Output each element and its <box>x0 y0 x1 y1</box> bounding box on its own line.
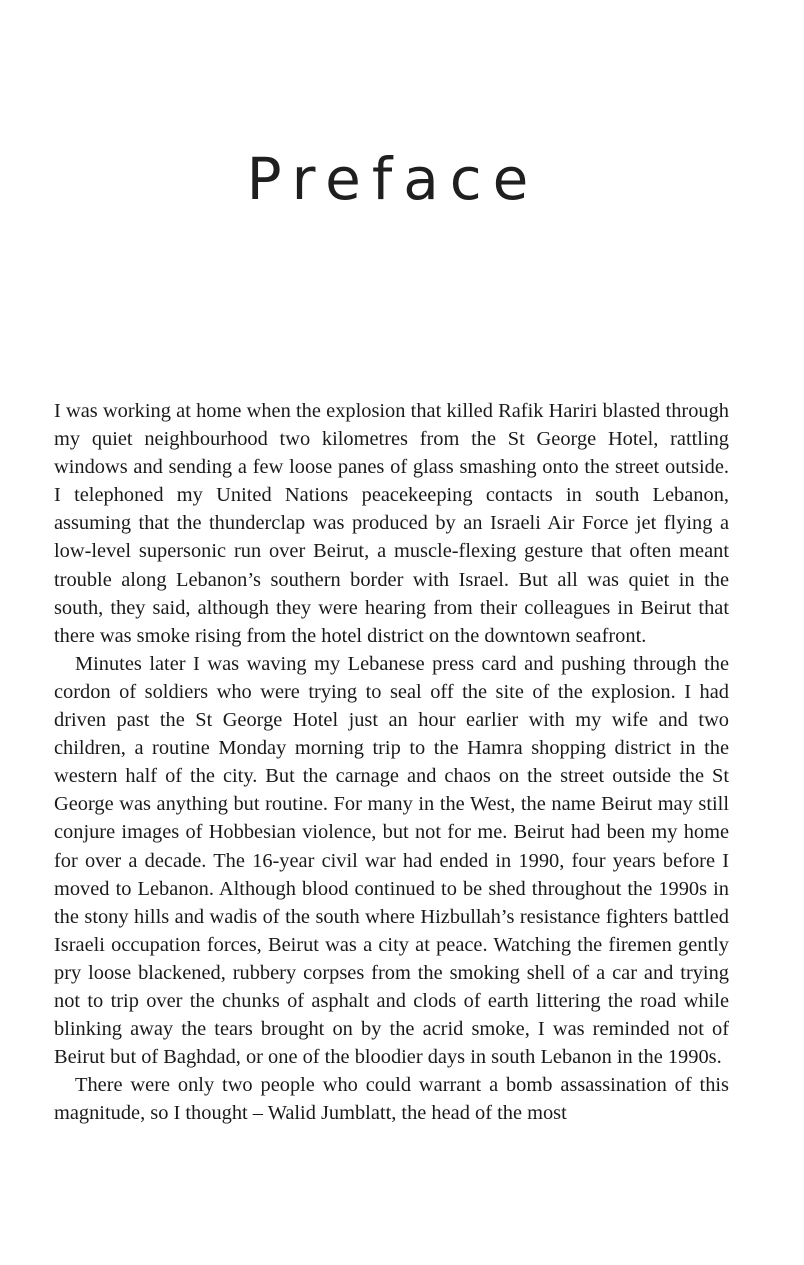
paragraph-3: There were only two people who could warrant a bomb assassination of this magnitude, so I thought – Walid Jumblatt, the head of the most <box>54 1074 729 1125</box>
paragraph-1: I was working at home when the explosion that killed Rafik Hariri blasted through my quiet neighbourhood two kilometres from the St George Hotel, rattling windows and sending a few loose panes of glass smashing onto the street outside. I telephoned my United Nations peacekeeping contacts in south Lebanon, assuming that the thunderclap was produced by an Israeli Air Force jet flying a low-level supersonic run over Beirut, a muscle-flexing gesture that often meant trouble along Lebanon’s southern border with Israel. But all was quiet in the south, they said, although they were hearing from their colleagues in Beirut that there was smoke rising from the hotel district on the downtown seafront. <box>54 400 729 647</box>
paragraph-2: Minutes later I was waving my Lebanese press card and pushing through the cordon of soldiers who were trying to seal off the site of the explosion. I had driven past the St George Hotel just an hour earlier with my wife and two children, a routine Monday morning trip to the Hamra shopping district in the western half of the city. But the carnage and chaos on the street outside the St George was anything but routine. For many in the West, the name Beirut may still conjure images of Hobbesian violence, but not for me. Beirut had been my home for over a decade. The 16-year civil war had ended in 1990, four years before I moved to Lebanon. Although blood continued to be shed throughout the 1990s in the stony hills and wadis of the south where Hizbullah’s resistance fighters battled Israeli occupation forces, Beirut was a city at peace. Watching the firemen gently pry loose blackened, rubbery corpses from the smoking shell of a car and trying not to trip over the chunks of asphalt and clods of earth littering the road while blinking away the tears brought on by the acrid smoke, I was reminded not of Beirut but of Baghdad, or one of the bloodier days in south Lebanon in the 1990s. <box>54 652 729 1069</box>
chapter-title: Preface <box>246 145 540 213</box>
body-text <box>54 397 729 1127</box>
